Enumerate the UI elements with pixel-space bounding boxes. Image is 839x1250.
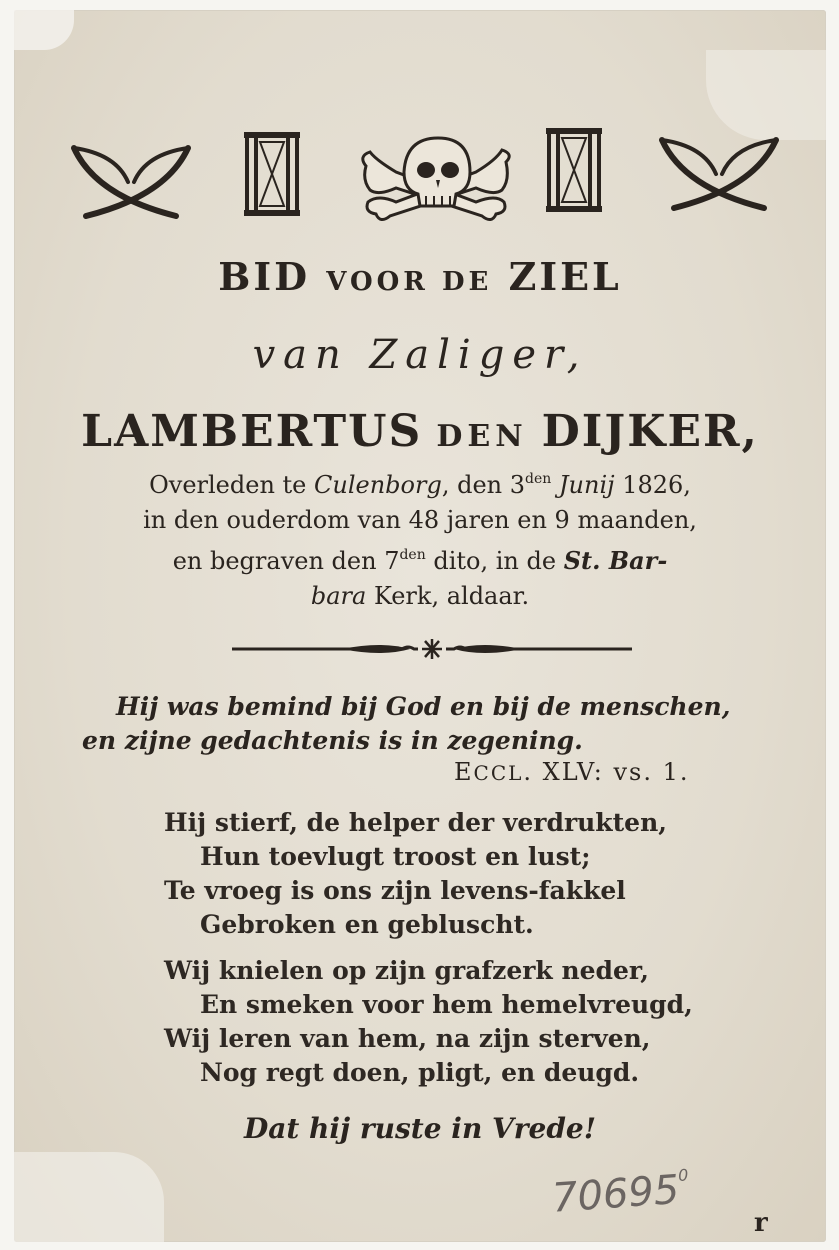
heading-ziel: ZIEL [508, 254, 622, 299]
details-sup: den [399, 547, 426, 563]
name-last: DIJKER, [541, 406, 759, 457]
heading-bid: BID [218, 254, 311, 299]
deceased-name [14, 406, 826, 457]
skull-crossbones-icon [356, 132, 516, 228]
inventory-number-text: 70695 [550, 1166, 681, 1222]
poem-line: Hun toevlugt troost en lust; [200, 842, 591, 871]
details-year: 1826, [614, 471, 691, 499]
poem-stanza-2 [164, 954, 764, 1090]
worn-corner [14, 10, 74, 50]
details-month: Junij [551, 471, 615, 499]
hourglass-icon [546, 128, 602, 212]
poem-line: Hij stierf, de helper der verdrukten, [164, 808, 667, 837]
worn-corner [706, 50, 826, 140]
ref-text: . XLV: vs. 1. [523, 758, 690, 786]
scripture-quote [74, 690, 794, 758]
details-church: bara [310, 582, 367, 610]
poem-line: Nog regt doen, pligt, en deugd. [200, 1058, 640, 1087]
inventory-sup: 0 [677, 1165, 689, 1185]
closing-line: Dat hij ruste in Vrede! [243, 1112, 597, 1145]
poem-stanza-1 [164, 806, 764, 942]
ornament-row [66, 128, 786, 238]
prayer-heading [14, 254, 826, 299]
details-place: Culenborg [314, 471, 442, 499]
death-details [14, 462, 826, 614]
details-line: in den ouderdom van 48 jaren en 9 maanden, [143, 506, 697, 534]
subtitle: van Zaliger, [252, 332, 588, 378]
name-particle: DEN [436, 419, 528, 454]
details-line [14, 579, 826, 614]
name-first: LAMBERTUS [81, 406, 423, 457]
poem-line: Wij knielen op zijn grafzerk neder, [164, 956, 649, 985]
poem-line: Wij leren van hem, na zijn sterven, [164, 1024, 651, 1053]
corner-letter: r [754, 1208, 768, 1238]
details-text: , den 3 [441, 471, 526, 499]
ref-text: E [454, 758, 474, 786]
quote-line: en zijne gedachtenis is in zegening. [82, 726, 583, 755]
hourglass-icon [244, 132, 300, 216]
details-text: dito, in de [425, 547, 564, 575]
poem-line: En smeken voor hem hemelvreugd, [200, 990, 693, 1019]
details-line [14, 462, 826, 503]
inventory-number [551, 1165, 691, 1221]
worn-corner [14, 1152, 164, 1242]
scripture-reference [454, 758, 690, 786]
ref-text: CCL [473, 761, 524, 785]
details-text: Kerk, aldaar. [366, 582, 530, 610]
details-sup: den [525, 471, 552, 487]
details-church: St. Bar- [563, 546, 668, 575]
heading-voor-de: VOOR DE [326, 267, 493, 297]
memorial-card [14, 10, 826, 1242]
details-text: Overleden te [149, 471, 315, 499]
details-text: en begraven den 7 [172, 547, 400, 575]
quote-line: Hij was bemind bij God en bij de menschen, [116, 692, 731, 721]
poem-line: Te vroeg is ons zijn levens-fakkel [164, 876, 626, 905]
ornamental-divider [232, 636, 632, 662]
crossed-scythes-icon [66, 136, 196, 226]
poem-line: Gebroken en gebluscht. [200, 910, 534, 939]
details-line [14, 538, 826, 579]
crossed-scythes-icon [654, 128, 784, 218]
